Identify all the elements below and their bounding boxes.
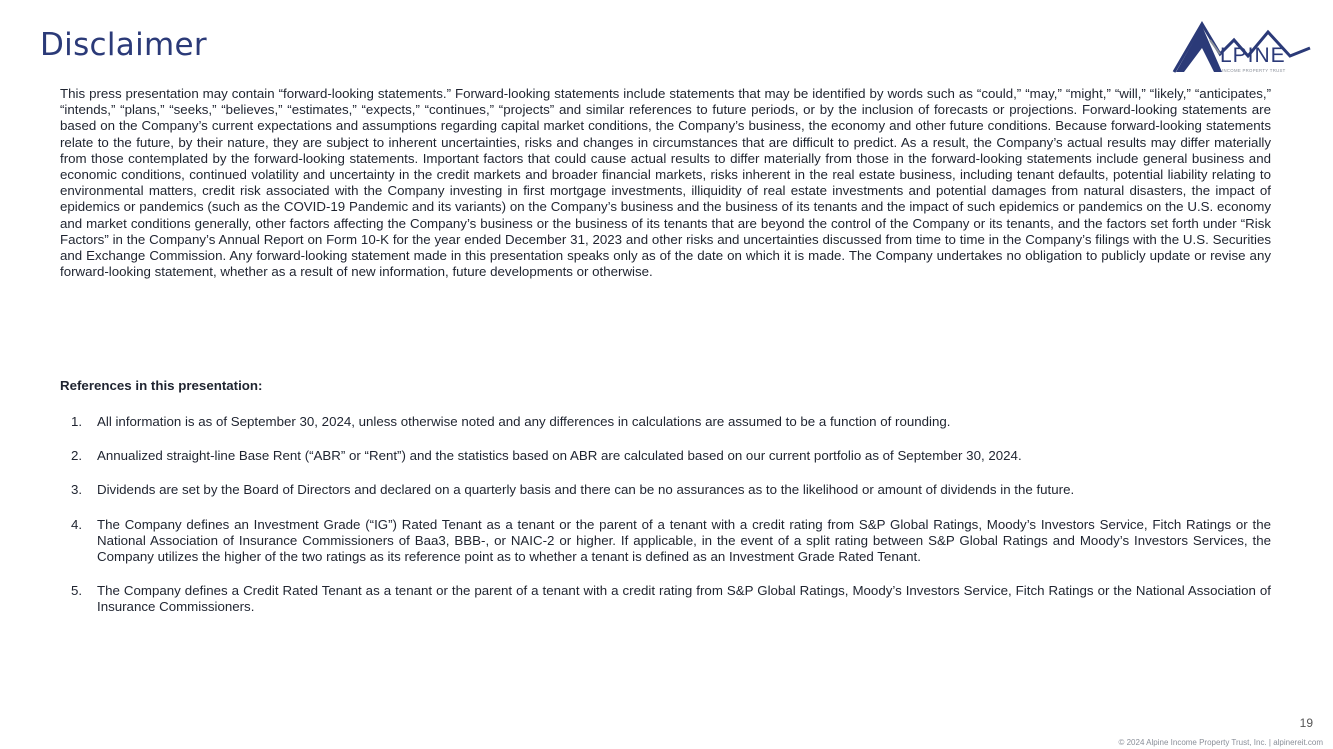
reference-item xyxy=(60,414,1271,430)
alpine-logo xyxy=(1170,18,1312,76)
logo-a-icon xyxy=(1176,26,1222,72)
disclaimer-paragraph: This press presentation may contain “forward-looking statements.” Forward-looking statements include statements that may be identified by words such as “could,” “may,” “might,” “will,” “likely,” “anticipates,” “intends,” “plans,” “seeks,” “believes,” “estimates,” “expects,” “continues,” “projects” and similar references to future periods, or by the inclusion of forecasts or projections. Forward-looking statements are based on the Company’s current expectations and assumptions regarding capital market conditions, the Company’s business, the economy and other future conditions. Because forward-looking statements relate to the future, by their nature, they are subject to inherent uncertainties, risks and changes in circumstances that are difficult to predict. As a result, the Company’s actual results may differ materially from those contemplated by the forward-looking statements. Important factors that could cause actual results to differ materially from those in the forward-looking statements include general business and economic conditions, continued volatility and uncertainty in the credit markets and broader financial markets, risks inherent in the real estate business, including tenant defaults, potential liability relating to environmental matters, credit risk associated with the Company investing in first mortgage investments, illiquidity of real estate investments and potential damages from natural disasters, the impact of epidemics or pandemics (such as the COVID-19 Pandemic and its variants) on the Company’s business and the business of its tenants and the impact of such epidemics or pandemics on the U.S. economy and market conditions generally, other factors affecting the Company’s business or the business of its tenants that are beyond the control of the Company or its tenants, and the factors set forth under “Risk Factors” in the Company’s Annual Report on Form 10-K for the year ended December 31, 2023 and other risks and uncertainties discussed from time to time in the Company’s filings with the U.S. Securities and Exchange Commission. Any forward-looking statement made in this presentation speaks only as of the date on which it is made. The Company undertakes no obligation to publicly update or revise any forward-looking statement, whether as a result of new information, future developments or otherwise. xyxy=(60,86,1271,280)
page-title: Disclaimer xyxy=(40,27,207,63)
reference-number: 4. xyxy=(71,516,83,532)
reference-number: 3. xyxy=(71,482,83,498)
reference-text: Dividends are set by the Board of Directors and declared on a quarterly basis and there can be no assurances as to the likelihood or amount of dividends in the future. xyxy=(97,482,1075,498)
reference-item xyxy=(60,517,1271,566)
references-heading: References in this presentation: xyxy=(60,378,263,393)
reference-text: The Company defines an Investment Grade (“IG”) Rated Tenant as a tenant or the parent of a tenant with a credit rating from S&P Global Ratings, Moody’s Investors Service, Fitch Ratings or the National Association of Insurance Commissioners of Baa3, BBB-, or NAIC-2 or higher. If applicable, in the event of a split rating between S&P Global Ratings and Moody’s Investors Services, the Company utilizes the higher of the two ratings as its reference point as to whether a tenant is defined as an Investment Grade Rated Tenant. xyxy=(97,516,1271,565)
reference-number: 5. xyxy=(71,583,83,599)
reference-item xyxy=(60,448,1271,464)
logo-tagline: INCOME PROPERTY TRUST xyxy=(1222,68,1286,73)
reference-item xyxy=(60,583,1271,615)
page-number: 19 xyxy=(1299,716,1313,730)
reference-number: 2. xyxy=(71,448,83,464)
reference-text: All information is as of September 30, 2024, unless otherwise noted and any differences in calculations are assumed to be a function of rounding. xyxy=(97,414,951,429)
reference-number: 1. xyxy=(71,414,83,429)
logo-wordmark: LPINE xyxy=(1220,44,1286,67)
references-list xyxy=(60,414,1271,634)
footer-copyright: © 2024 Alpine Income Property Trust, Inc. | alpinereit.com xyxy=(1118,738,1323,747)
reference-item xyxy=(60,482,1271,498)
reference-text: Annualized straight-line Base Rent (“ABR” or “Rent”) and the statistics based on ABR are calculated based on our current portfolio as of September 30, 2024. xyxy=(97,448,1022,464)
reference-text: The Company defines a Credit Rated Tenant as a tenant or the parent of a tenant with a credit rating from S&P Global Ratings, Moody’s Investors Service, Fitch Ratings or the National Association of Insurance Commissioners. xyxy=(97,583,1271,615)
